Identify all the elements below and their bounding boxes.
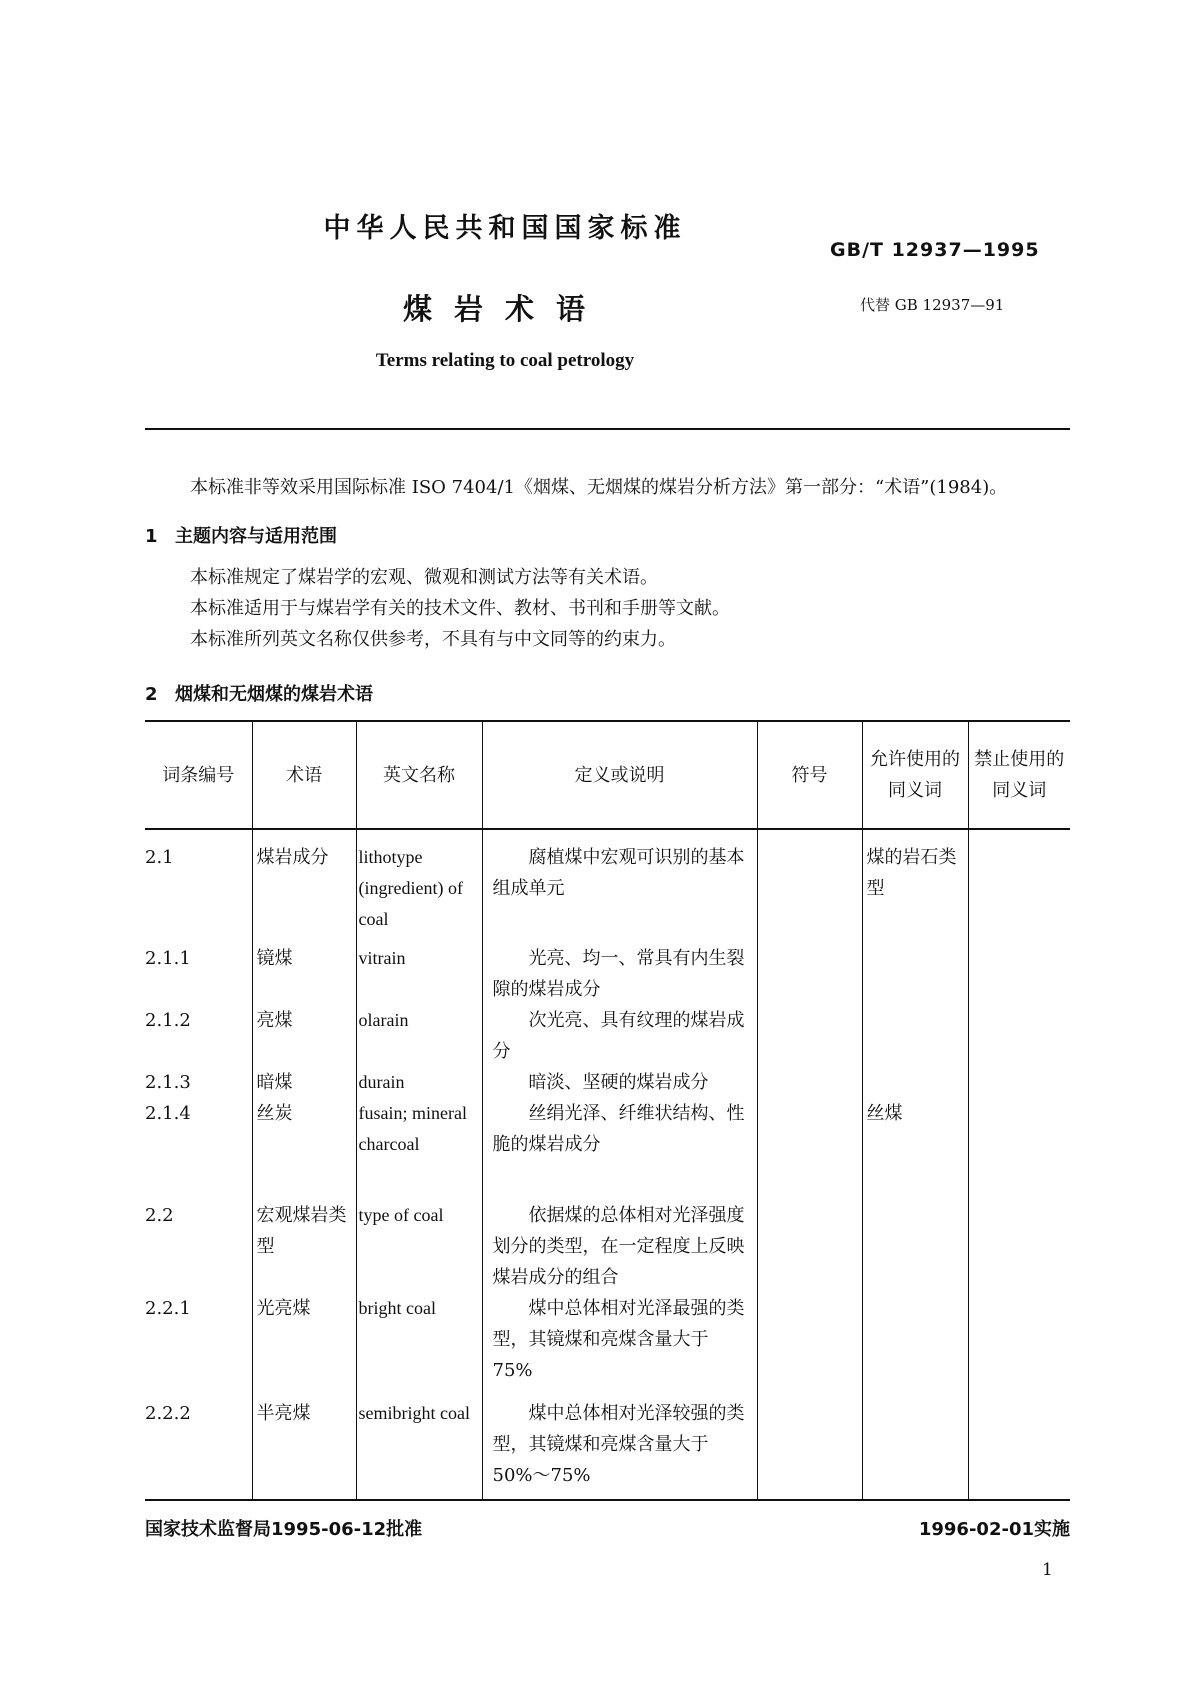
english-title: Terms relating to coal petrology [375, 350, 635, 371]
term: 宏观煤岩类型 [252, 1160, 356, 1293]
english-name: durain [356, 1067, 482, 1098]
allowed-synonym [862, 935, 968, 1005]
implementation-date: 1996-02-01实施 [918, 1519, 1070, 1540]
entry-number: 2.2.1 [145, 1298, 191, 1319]
allowed-synonym [862, 1293, 968, 1386]
section-2-title: 烟煤和无烟煤的煤岩术语 [175, 684, 373, 705]
header-definition: 定义或说明 [482, 721, 757, 829]
symbol [757, 1386, 862, 1500]
english-name: olarain [356, 1005, 482, 1067]
allowed-synonym [862, 1005, 968, 1067]
entry-number: 2.1.3 [145, 1072, 191, 1093]
forbidden-synonym [968, 1160, 1070, 1293]
entry-number: 2.2.2 [145, 1386, 252, 1500]
symbol [757, 1160, 862, 1293]
table-row [145, 1386, 1070, 1500]
term: 光亮煤 [252, 1293, 356, 1386]
allowed-synonym [862, 1386, 968, 1500]
header-term: 术语 [252, 721, 356, 829]
symbol [757, 935, 862, 1005]
allowed-synonym: 煤的岩石类型 [862, 829, 968, 935]
section-1-body [190, 562, 1070, 655]
symbol [757, 1005, 862, 1067]
header-entry-number: 词条编号 [145, 721, 252, 829]
forbidden-synonym [968, 1293, 1070, 1386]
section-1-paragraph: 本标准规定了煤岩学的宏观、微观和测试方法等有关术语。 [190, 567, 658, 588]
entry-number: 2.1.1 [145, 948, 191, 969]
section-1-title: 主题内容与适用范围 [175, 526, 337, 547]
allowed-synonym: 丝煤 [862, 1098, 968, 1160]
approval-date: 国家技术监督局1995-06-12批准 [145, 1519, 423, 1540]
forbidden-synonym [968, 1005, 1070, 1067]
entry-number: 2.1 [145, 847, 174, 868]
english-name: semibright coal [356, 1386, 482, 1500]
table-row [145, 1160, 1070, 1293]
section-1-number: 1 [145, 526, 158, 547]
definition: 煤中总体相对光泽最强的类型，其镜煤和亮煤含量大于 75% [482, 1293, 757, 1386]
allowed-synonym [862, 1160, 968, 1293]
table-row [145, 935, 1070, 1005]
header-forbidden-synonyms: 禁止使用的同义词 [968, 721, 1070, 829]
symbol [757, 829, 862, 935]
term: 暗煤 [252, 1067, 356, 1098]
definition: 光亮、均一、常具有内生裂隙的煤岩成分 [482, 935, 757, 1005]
definition: 煤中总体相对光泽较强的类型，其镜煤和亮煤含量大于 50%～75% [482, 1386, 757, 1500]
standard-code: GB/T 12937—1995 [830, 239, 1040, 261]
english-name: lithotype (ingredient) of coal [356, 829, 482, 935]
page-number: 1 [1042, 1560, 1053, 1580]
header-symbol: 符号 [757, 721, 862, 829]
symbol [757, 1067, 862, 1098]
symbol [757, 1293, 862, 1386]
table-row [145, 1098, 1070, 1160]
table-row [145, 1293, 1070, 1386]
forbidden-synonym [968, 829, 1070, 935]
header-english-name: 英文名称 [356, 721, 482, 829]
table-header-row [145, 721, 1070, 829]
term: 亮煤 [252, 1005, 356, 1067]
allowed-synonym [862, 1067, 968, 1098]
term: 煤岩成分 [252, 829, 356, 935]
english-name: bright coal [356, 1293, 482, 1386]
term: 镜煤 [252, 935, 356, 1005]
definition: 暗淡、坚硬的煤岩成分 [482, 1067, 757, 1098]
table-row [145, 829, 1070, 935]
replaces-note: 代替 GB 12937—91 [860, 296, 1005, 314]
table-row [145, 1005, 1070, 1067]
english-name: type of coal [356, 1160, 482, 1293]
header-allowed-synonyms: 允许使用的同义词 [862, 721, 968, 829]
entry-number: 2.2 [145, 1205, 174, 1226]
entry-number: 2.1.4 [145, 1103, 191, 1124]
terms-table [145, 720, 1070, 1501]
national-standard-title: 中华人民共和国国家标准 [323, 213, 687, 244]
term: 丝炭 [252, 1098, 356, 1160]
entry-number: 2.1.2 [145, 1010, 191, 1031]
section-2-heading [145, 680, 373, 706]
intro-paragraph: 本标准非等效采用国际标准 ISO 7404/1《烟煤、无烟煤的煤岩分析方法》第一部分：“术语”(1984)。 [190, 477, 1008, 498]
section-2-number: 2 [145, 684, 158, 705]
definition: 依据煤的总体相对光泽强度划分的类型，在一定程度上反映煤岩成分的组合 [482, 1160, 757, 1293]
document-title: 煤岩术语 [402, 292, 607, 326]
definition: 次光亮、具有纹理的煤岩成分 [482, 1005, 757, 1067]
forbidden-synonym [968, 935, 1070, 1005]
english-name: vitrain [356, 935, 482, 1005]
table-row [145, 1067, 1070, 1098]
section-1-heading [145, 522, 337, 548]
forbidden-synonym [968, 1386, 1070, 1500]
header-divider [145, 428, 1070, 430]
forbidden-synonym [968, 1098, 1070, 1160]
symbol [757, 1098, 862, 1160]
term: 半亮煤 [252, 1386, 356, 1500]
definition: 腐植煤中宏观可识别的基本组成单元 [482, 829, 757, 935]
english-name: fusain; mineral charcoal [356, 1098, 482, 1160]
forbidden-synonym [968, 1067, 1070, 1098]
section-1-paragraph: 本标准所列英文名称仅供参考，不具有与中文同等的约束力。 [190, 629, 676, 650]
section-1-paragraph: 本标准适用于与煤岩学有关的技术文件、教材、书刊和手册等文献。 [190, 598, 730, 619]
definition: 丝绢光泽、纤维状结构、性脆的煤岩成分 [482, 1098, 757, 1160]
